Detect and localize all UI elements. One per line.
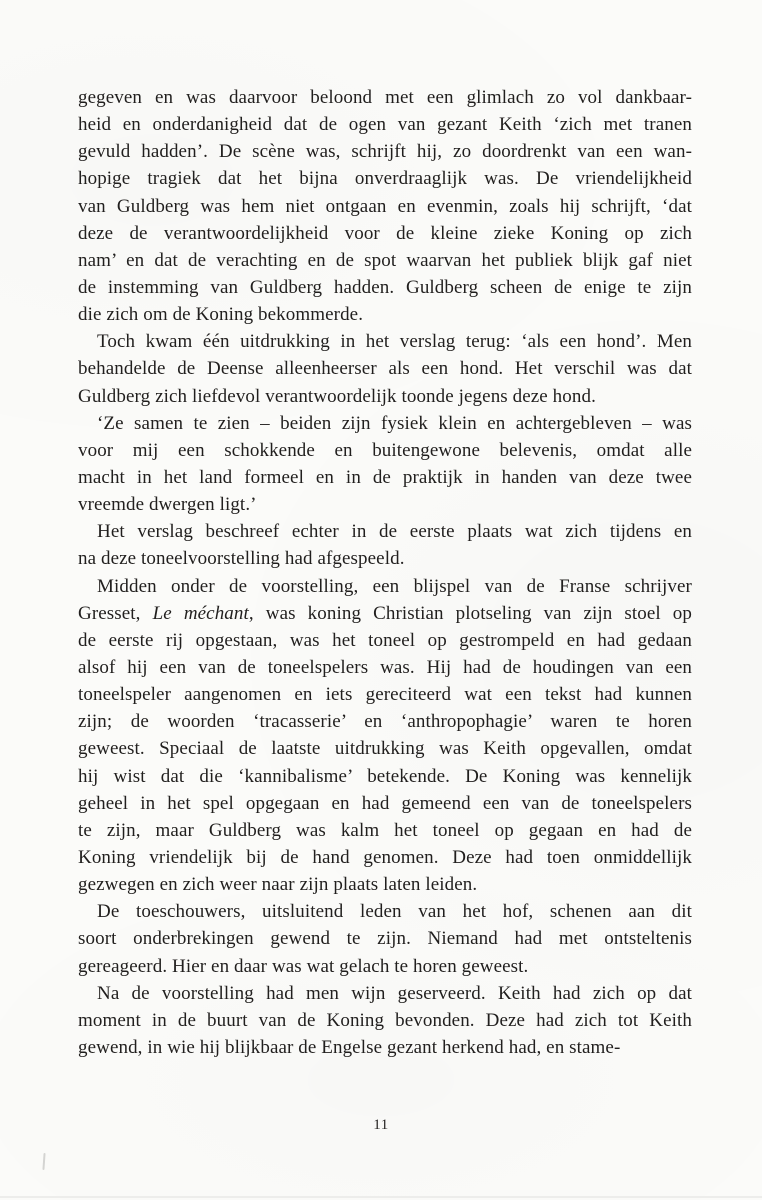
text-segment: Gresset,	[78, 602, 153, 624]
text-line	[78, 681, 692, 708]
text-line	[78, 193, 692, 220]
text-segment: te zijn, maar Guldberg was kalm het toneel op gegaan en had de	[78, 819, 692, 841]
text-segment: deze de verantwoordelijkheid voor de kleine zieke Koning op zich	[78, 222, 692, 244]
text-segment: behandelde de Deense alleenheerser als een hond. Het verschil was dat	[78, 358, 692, 380]
text-line	[78, 138, 692, 165]
text-segment: Het verslag beschreef echter in de eerste plaats wat zich tijdens en	[97, 521, 692, 543]
text-segment: hopige tragiek dat het bijna onverdraaglijk was. De vriendelijkheid	[78, 168, 692, 190]
scan-artifact	[42, 1153, 45, 1170]
text-segment: de eerste rij opgestaan, was het toneel op gestrompeld en had gedaan	[78, 629, 692, 651]
text-segment: geheel in het spel opgegaan en had gemeend een van de toneelspelers	[78, 792, 692, 814]
text-line	[78, 383, 692, 410]
text-segment: ‘Ze samen te zien – beiden zijn fysiek klein en achtergebleven – was	[97, 412, 692, 434]
text-segment: nam’ en dat de verachting en de spot waarvan het publiek blijk gaf niet	[78, 249, 692, 271]
text-segment: , was koning Christian plotseling van zijn stoel op	[248, 602, 692, 624]
text-segment: Guldberg zich liefdevol verantwoordelijk toonde jegens deze hond.	[78, 385, 596, 407]
text-line	[78, 464, 692, 491]
text-line	[78, 763, 692, 790]
text-segment: zijn; de woorden ‘tracasserie’ en ‘anthropophagie’ waren te horen	[78, 711, 692, 733]
text-segment: gegeven en was daarvoor beloond met een glimlach zo vol dankbaar-	[78, 87, 692, 108]
text-line	[78, 573, 692, 600]
text-segment: Midden onder de voorstelling, een blijspel van de Franse schrijver	[97, 575, 692, 597]
text-line	[78, 111, 692, 138]
text-line	[78, 220, 692, 247]
text-segment: vreemde dwergen ligt.’	[78, 494, 257, 516]
text-segment: gezwegen en zich weer naar zijn plaats laten leiden.	[78, 874, 478, 896]
text-segment: de instemming van Guldberg hadden. Guldberg scheen de enige te zijn	[78, 276, 692, 298]
italic-text: Le méchant	[152, 602, 249, 624]
text-line	[78, 301, 692, 328]
text-segment: Toch kwam één uitdrukking in het verslag terug: ‘als een hond’. Men	[97, 331, 692, 353]
text-segment: geweest. Speciaal de laatste uitdrukking was Keith opgevallen, omdat	[78, 738, 692, 760]
page-number: 11	[373, 1117, 389, 1133]
text-segment: gereageerd. Hier en daar was wat gelach te horen geweest.	[78, 955, 529, 977]
text-segment: soort onderbrekingen gewend te zijn. Niemand had met ontsteltenis	[78, 928, 692, 950]
text-segment: Koning vriendelijk bij de hand genomen. Deze had toen onmiddellijk	[78, 846, 692, 868]
text-line	[78, 871, 692, 898]
text-segment: Na de voorstelling had men wijn geserveerd. Keith had zich op dat	[97, 982, 692, 1004]
body-text	[78, 84, 692, 1061]
text-line	[78, 817, 692, 844]
text-segment: voor mij een schokkende en buitengewone belevenis, omdat alle	[78, 439, 692, 461]
text-segment: De toeschouwers, uitsluitend leden van het hof, schenen aan dit	[97, 901, 692, 923]
text-line	[78, 898, 692, 925]
text-line	[78, 491, 692, 518]
text-line	[78, 545, 692, 572]
text-line	[78, 518, 692, 545]
text-line	[78, 165, 692, 192]
text-line	[78, 437, 692, 464]
text-line	[78, 980, 692, 1007]
text-line	[78, 600, 692, 627]
text-line	[78, 328, 692, 355]
text-line	[78, 410, 692, 437]
text-segment: moment in de buurt van de Koning bevonden. Deze had zich tot Keith	[78, 1009, 692, 1031]
scan-bottom-edge	[0, 1196, 762, 1198]
text-segment: toneelspeler aangenomen en iets gereciteerd wat een tekst had kunnen	[78, 684, 692, 706]
text-line	[78, 925, 692, 952]
text-line	[78, 735, 692, 762]
text-line	[78, 708, 692, 735]
text-line	[78, 355, 692, 382]
text-line	[78, 84, 692, 111]
text-segment: hij wist dat die ‘kannibalisme’ betekende. De Koning was kennelijk	[78, 765, 692, 787]
text-line	[78, 274, 692, 301]
text-line	[78, 1034, 692, 1061]
text-segment: gewend, in wie hij blijkbaar de Engelse gezant herkend had, en stame-	[78, 1036, 621, 1058]
text-segment: na deze toneelvoorstelling had afgespeeld.	[78, 548, 405, 570]
text-line	[78, 953, 692, 980]
text-line	[78, 627, 692, 654]
text-segment: die zich om de Koning bekommerde.	[78, 304, 364, 326]
text-line	[78, 844, 692, 871]
text-line	[78, 247, 692, 274]
text-segment: gevuld hadden’. De scène was, schrijft hij, zo doordrenkt van een wan-	[78, 141, 692, 163]
text-segment: van Guldberg was hem niet ontgaan en evenmin, zoals hij schrijft, ‘dat	[78, 195, 692, 217]
text-segment: macht in het land formeel en in de praktijk in handen van deze twee	[78, 466, 692, 488]
text-line	[78, 790, 692, 817]
text-segment: heid en onderdanigheid dat de ogen van gezant Keith ‘zich met tranen	[78, 114, 692, 136]
text-line	[78, 654, 692, 681]
text-segment: alsof hij een van de toneelspelers was. Hij had de houdingen van een	[78, 656, 692, 678]
text-line	[78, 1007, 692, 1034]
